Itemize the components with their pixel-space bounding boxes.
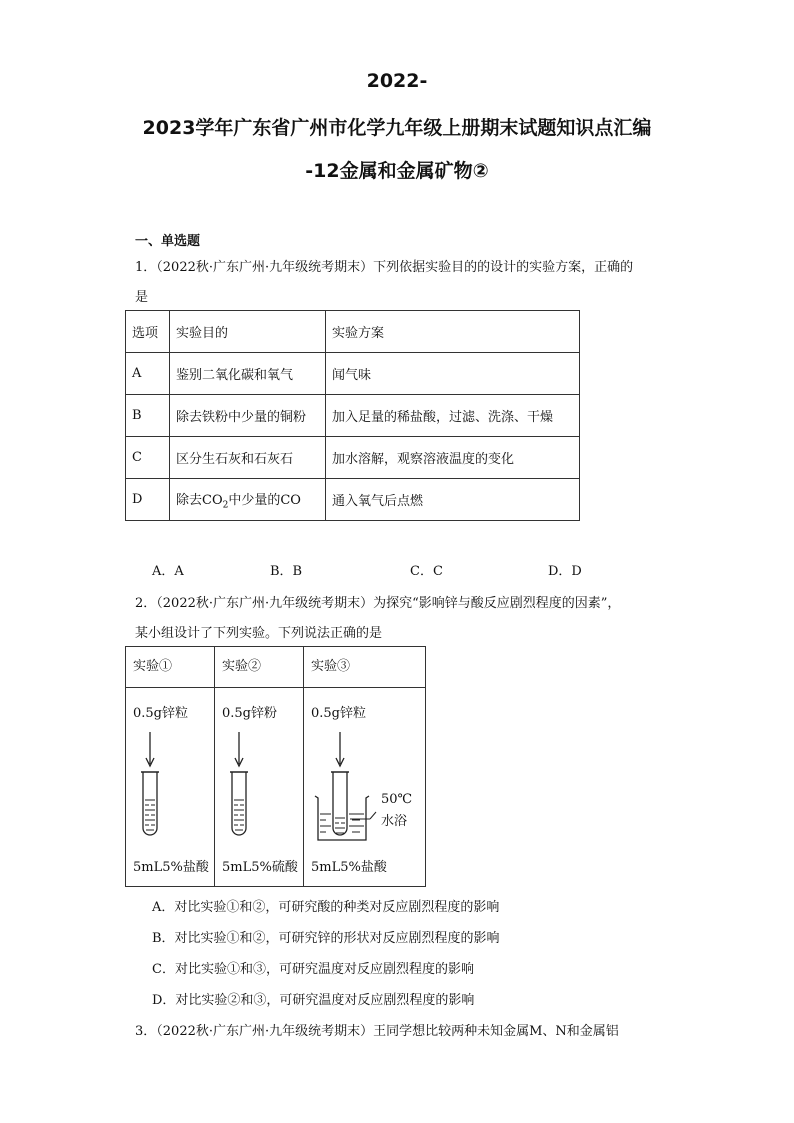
table-header-row xyxy=(126,311,580,353)
experiment-head: 实验③ xyxy=(304,647,426,688)
acid-label: 5mL5%硫酸 xyxy=(222,860,298,875)
table-cell: D xyxy=(126,479,170,521)
section-heading: 一、单选题 xyxy=(135,234,201,249)
reagent-label: 0.5g锌粒 xyxy=(133,706,188,721)
table-cell: C xyxy=(126,437,170,479)
q2-experiment-table xyxy=(125,646,426,887)
q2-stem: 2．（2022秋·广东广州·九年级统考期末）为探究“影响锌与酸反应剧烈程度的因素”， xyxy=(135,596,621,611)
q1-stem-cont: 是 xyxy=(135,290,149,305)
table-cell: 通入氧气后点燃 xyxy=(326,479,580,521)
table-row xyxy=(126,395,580,437)
bath-temperature: 50℃ xyxy=(381,792,413,807)
table-cell: A xyxy=(126,353,170,395)
experiment-cell-1 xyxy=(126,688,215,887)
subscript: 2 xyxy=(222,500,229,511)
reagent-label: 0.5g锌粉 xyxy=(222,706,277,721)
q2-stem-cont: 某小组设计了下列实验。下列说法正确的是 xyxy=(135,626,383,641)
q1-option-b: B．B xyxy=(270,564,303,579)
formula-part: 中少量的CO xyxy=(228,492,301,508)
experiment-cell-3 xyxy=(304,688,426,887)
table-cell: 加水溶解，观察溶液温度的变化 xyxy=(326,437,580,479)
table-header: 选项 xyxy=(126,311,170,353)
q1-stem: 1．（2022秋·广东广州·九年级统考期末）下列依据实验目的的设计的实验方案，正确的 xyxy=(135,260,634,275)
formula-part: 除去CO xyxy=(176,492,223,508)
q2-option-b: B．对比实验①和②，可研究锌的形状对反应剧烈程度的影响 xyxy=(152,931,500,946)
q1-table xyxy=(125,310,580,521)
table-cell: 鉴别二氧化碳和氧气 xyxy=(170,353,326,395)
table-header: 实验目的 xyxy=(170,311,326,353)
bath-label: 水浴 xyxy=(381,814,408,829)
q1-option-a: A．A xyxy=(152,564,184,579)
doc-title-line1: 2022- xyxy=(366,70,428,92)
table-header: 实验方案 xyxy=(326,311,580,353)
table-cell xyxy=(170,479,326,521)
table-cell: 闻气味 xyxy=(326,353,580,395)
acid-label: 5mL5%盐酸 xyxy=(311,860,387,875)
q3-stem: 3．（2022秋·广东广州·九年级统考期末）王同学想比较两种未知金属M、N和金属铝 xyxy=(135,1024,619,1039)
q2-option-c: C．对比实验①和③，可研究温度对反应剧烈程度的影响 xyxy=(152,962,474,977)
table-cell: 除去铁粉中少量的铜粉 xyxy=(170,395,326,437)
q2-option-a: A．对比实验①和②，可研究酸的种类对反应剧烈程度的影响 xyxy=(152,900,500,915)
q1-option-d: D．D xyxy=(548,564,582,579)
q1-option-c: C．C xyxy=(410,564,443,579)
table-row xyxy=(126,353,580,395)
experiment-head: 实验② xyxy=(215,647,304,688)
table-cell: 区分生石灰和石灰石 xyxy=(170,437,326,479)
doc-title-line3: -12金属和金属矿物② xyxy=(305,160,489,182)
experiment-cell-2 xyxy=(215,688,304,887)
table-cell: 加入足量的稀盐酸，过滤、洗涤、干燥 xyxy=(326,395,580,437)
acid-label: 5mL5%盐酸 xyxy=(133,860,209,875)
table-row xyxy=(126,437,580,479)
table-row xyxy=(126,479,580,521)
table-cell: B xyxy=(126,395,170,437)
doc-title-line2: 2023学年广东省广州市化学九年级上册期末试题知识点汇编 xyxy=(142,117,652,139)
experiment-head: 实验① xyxy=(126,647,215,688)
reagent-label: 0.5g锌粒 xyxy=(311,706,366,721)
q2-option-d: D．对比实验②和③，可研究温度对反应剧烈程度的影响 xyxy=(152,993,475,1008)
